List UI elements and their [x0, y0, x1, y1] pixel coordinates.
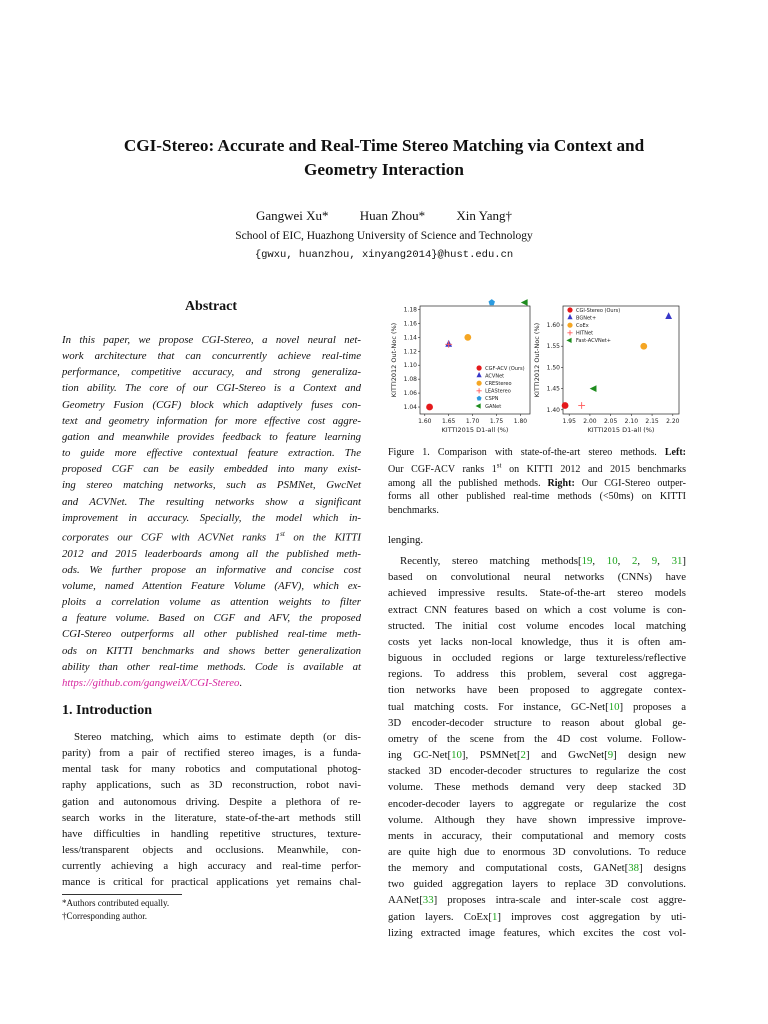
x-tick-label: 1.65: [442, 418, 456, 425]
legend-marker: [477, 381, 482, 386]
citation[interactable]: 19: [581, 555, 593, 568]
body-line: Recently, stereo matching methods[19, 10, 2, 9, 31]: [400, 555, 686, 568]
abstract-body: [62, 332, 361, 691]
body-line: AANet[33] proposes intra-scale and inter-scale cost aggre-: [388, 894, 686, 907]
footnote-rule: [62, 894, 182, 895]
citation[interactable]: 9: [607, 749, 614, 762]
legend-label: CGF-ACV (Ours): [485, 365, 525, 372]
abstract-line: volume, named Attention Feature Volume (AFV), which ex-: [62, 579, 361, 592]
citation[interactable]: 33: [422, 894, 434, 907]
legend-marker: [477, 372, 482, 377]
x-tick-label: 2.15: [645, 418, 659, 425]
intro-line: gation and autonomous driving. Despite a plethora of re-: [62, 795, 361, 808]
caption-line: benchmarks.: [388, 504, 439, 516]
figure-1: [388, 298, 688, 444]
y-tick-label: 1.45: [546, 385, 560, 393]
legend-marker: [477, 388, 482, 393]
body-line: tion networks have been proposed to aggregate contex-: [388, 684, 686, 697]
body-line: tual matching costs. For instance, GC-Net[10] proposes a: [388, 700, 686, 713]
y-tick-label: 1.50: [546, 364, 560, 372]
body-line: costs yet lacks non-local knowledge, thus it is often am-: [388, 635, 686, 648]
abstract-line: a feature volume. Based on CGF and AFV, the proposed: [62, 612, 361, 625]
title-line: Geometry Interaction: [304, 160, 464, 179]
x-tick-label: 1.70: [465, 418, 480, 425]
caption-line: Our CGF-ACV ranks 1st on KITTI 2012 and 2015 benchmarks: [388, 461, 686, 475]
intro-line: currently achieving a high accuracy and real-time perfor-: [62, 860, 361, 873]
intro-body: [62, 729, 361, 891]
intro-line: less/transparent objects and occlusions. Meanwhile, con-: [62, 844, 361, 857]
citation[interactable]: 10: [606, 555, 618, 568]
x-tick-label: 1.80: [513, 418, 528, 425]
x-tick-label: 2.20: [666, 418, 680, 425]
y-tick-label: 1.10: [403, 362, 417, 370]
abstract-line: ods on KITTI benchmarks and shows better generalization: [62, 644, 361, 657]
y-tick-label: 1.04: [403, 404, 417, 412]
abstract-line: improvement in accuracy. Specially, the model which in-: [62, 511, 361, 524]
citation[interactable]: 10: [451, 749, 462, 762]
author: Huan Zhou*: [359, 208, 426, 223]
abstract-line: corporates our CGF with ACVNet ranks 1st on the KITTI: [62, 529, 361, 544]
data-point: [562, 402, 569, 409]
author-emails: {gwxu, huanzhou, xinyang2014}@hust.edu.cn: [254, 249, 514, 261]
footnote: †Corresponding author.: [62, 911, 147, 921]
data-point: [464, 334, 471, 341]
x-tick-label: 2.10: [624, 418, 639, 425]
intro-line: have difficulties in handling repetitive structures, texture-: [62, 827, 361, 840]
paper-title: [60, 134, 708, 182]
abstract-line: to guide more effective contextual feature extraction. The: [62, 447, 361, 460]
author-list: [0, 208, 768, 224]
footnote: *Authors contributed equally.: [62, 898, 170, 908]
y-tick-label: 1.18: [403, 306, 417, 314]
body-line: are quite high due to enormous 3D convolutions. To reduce: [388, 845, 686, 858]
abstract-line: ploits a correlation volume as attention weights to filter: [62, 596, 361, 609]
abstract-line: Geometry Fusion (CGF) block which adaptively fuses con-: [62, 398, 361, 411]
plot-frame: [420, 306, 530, 414]
legend-marker: [567, 323, 572, 328]
y-tick-label: 1.14: [403, 334, 417, 342]
y-tick-label: 1.55: [546, 343, 560, 351]
body-line: two guided aggregation layers to replace 3D convolutions.: [388, 878, 686, 891]
abstract-last-line: [62, 675, 361, 691]
body-line: lizing extracted image features, which excites the cost vol-: [388, 926, 686, 939]
intro-line: Stereo matching, which aims to estimate depth (or dis-: [74, 731, 361, 743]
abstract-line: CGI-Stereo outperforms all other published real-time meth-: [62, 628, 361, 641]
abstract-line: text and geometry information for more effective cost aggre-: [62, 414, 361, 427]
citation[interactable]: 1: [491, 910, 498, 923]
legend-label: ACVNet: [485, 373, 505, 380]
abstract-link-tail: .: [239, 676, 243, 689]
intro-line: mental task for many robotics and computational photog-: [62, 763, 361, 776]
legend-marker: [567, 314, 572, 319]
x-tick-label: 1.75: [489, 418, 504, 425]
abstract-line: proposed CGF can be easily embedded into many exist-: [62, 463, 361, 476]
legend-label: GANet: [485, 403, 502, 410]
legend-label: HITNet: [576, 330, 594, 337]
citation[interactable]: 38: [628, 862, 640, 875]
body-line: extract CNN features based on which a cost volume is con-: [388, 603, 686, 616]
caption-line: forms all other published real-time methods (<50ms) on KITTI: [388, 491, 686, 503]
legend-marker: [477, 396, 482, 401]
data-point: [578, 402, 585, 409]
right-column-body: [388, 532, 686, 941]
legend-label: CREStereo: [485, 381, 512, 387]
intro-line: search works in the literature, state-of-the-art methods still: [62, 811, 361, 824]
citation[interactable]: 10: [608, 700, 620, 713]
legend-marker: [566, 338, 571, 343]
legend-label: Fast-ACVNet+: [576, 338, 611, 345]
y-tick-label: 1.60: [546, 322, 560, 330]
citation[interactable]: 2: [520, 749, 526, 762]
citation[interactable]: 9: [651, 555, 658, 568]
abstract-line: tion ability. The core of our CGI-Stereo is a Context and: [62, 382, 361, 395]
body-line: volume. These methods demand very deep stacked 3D: [388, 781, 686, 794]
right-scatter-plot: [533, 306, 680, 434]
body-line: lenging.: [388, 534, 424, 546]
y-tick-label: 1.12: [403, 348, 417, 356]
legend-marker: [476, 403, 481, 408]
body-line: encoder-decoder layers to aggregate or regularize the cost: [388, 797, 686, 810]
abstract-heading: Abstract: [184, 299, 238, 314]
abstract-line: gation and meanwhile provides feedback to feature learning: [62, 430, 361, 443]
y-axis-label: KITTI2012 Out-Noc (%): [390, 322, 398, 398]
y-tick-label: 1.08: [403, 376, 417, 384]
code-link[interactable]: https://github.com/gangweiX/CGI-Stereo: [62, 676, 240, 689]
abstract-line: 2012 and 2015 leaderboards among all the published meth-: [62, 547, 361, 560]
legend-label: BGNet+: [576, 315, 597, 322]
data-point: [665, 312, 672, 319]
y-tick-label: 1.40: [546, 406, 560, 414]
x-axis-label: KITTI2015 D1-all (%): [587, 426, 655, 434]
intro-line: raphy applications, such as 3D reconstruction, robot navi-: [62, 779, 361, 792]
author: Gangwei Xu*: [255, 208, 329, 223]
abstract-line: and ACVNet. The resulting networks show a significant: [62, 495, 361, 508]
data-point: [590, 385, 597, 392]
legend-label: LEAStereo: [485, 388, 511, 395]
body-line: ometry of the scene from the 4D cost volume. Follow-: [388, 732, 686, 745]
legend-label: CSPN: [485, 396, 499, 403]
abstract-line: work architecture that can concurrently achieve real-time: [62, 350, 361, 363]
legend-marker: [567, 307, 572, 312]
body-line: regions. To address this problem, several cost aggrega-: [388, 668, 686, 681]
body-line: biguous in occluded regions or large textureless/reflective: [388, 652, 686, 665]
abstract-line: performance, competitive accuracy, and strong generaliza-: [62, 366, 361, 379]
body-line: stacked 3D encoder-decoder structures to regularize the cost: [388, 765, 686, 778]
abstract-line: ability than other real-time methods. Code is available at: [62, 660, 361, 673]
data-point: [640, 343, 647, 350]
y-tick-label: 1.06: [403, 390, 417, 398]
body-line: 3D encoder-decoder structure to reason about global ge-: [388, 716, 686, 729]
body-line: volume. Although they have shown impressive improve-: [388, 813, 686, 826]
body-line: achieved impressive results. State-of-the-art stereo models: [388, 587, 686, 600]
citation[interactable]: 2: [631, 555, 638, 568]
author: Xin Yang†: [456, 208, 513, 223]
data-point: [521, 299, 528, 306]
left-scatter-plot: [390, 299, 530, 434]
title-line: CGI-Stereo: Accurate and Real-Time Stereo Matching via Context and: [123, 136, 645, 155]
x-axis-label: KITTI2015 D1-all (%): [441, 426, 509, 434]
legend-marker: [567, 330, 572, 335]
data-point: [489, 299, 495, 305]
x-tick-label: 1.95: [562, 418, 576, 425]
body-line: ments in accuracy, their computational and memory costs: [388, 829, 686, 842]
x-tick-label: 1.60: [418, 418, 432, 425]
intro-line: parity) from a pair of rectified stereo images, is a funda-: [62, 747, 361, 760]
body-line: structed. The initial cost volume encodes local matching: [388, 619, 686, 632]
body-line: based on convolutional neural networks (CNNs) have: [388, 571, 686, 584]
data-point: [426, 404, 433, 411]
abstract-line: ing stereo matching networks, such as PSMNet, GwcNet: [62, 479, 361, 492]
caption-line: Figure 1. Comparison with state-of-the-art stereo methods. Left:: [388, 447, 686, 458]
affiliation: School of EIC, Huazhong University of Science and Technology: [235, 230, 533, 242]
intro-line: mance is critical for practical applications yet remains chal-: [62, 876, 361, 889]
body-line: the memory and computational costs, GANet[38] designs: [388, 862, 687, 875]
x-tick-label: 2.00: [583, 418, 597, 425]
legend-label: CGI-Stereo (Ours): [576, 307, 621, 314]
body-line: ing GC-Net[10], PSMNet[2] and GwcNet[9] design new: [388, 749, 686, 762]
legend-label: CoEx: [576, 323, 589, 329]
legend-marker: [477, 365, 482, 370]
body-line: gation layers. CoEx[1] improves cost aggregation by uti-: [388, 910, 686, 923]
y-axis-label: KITTI2012 Out-Noc (%): [533, 322, 541, 398]
abstract-line: ods. We further propose an informative and concise cost: [62, 563, 361, 576]
caption-line: among all the published methods. Right: Our CGI-Stereo outper-: [388, 477, 687, 489]
citation[interactable]: 31: [671, 555, 683, 568]
abstract-line: In this paper, we propose CGI-Stereo, a novel neural net-: [62, 334, 361, 346]
figure-caption: [388, 446, 686, 517]
x-tick-label: 2.05: [603, 418, 618, 425]
intro-heading: 1. Introduction: [62, 703, 152, 718]
footnotes: [62, 897, 169, 923]
y-tick-label: 1.16: [403, 320, 417, 328]
